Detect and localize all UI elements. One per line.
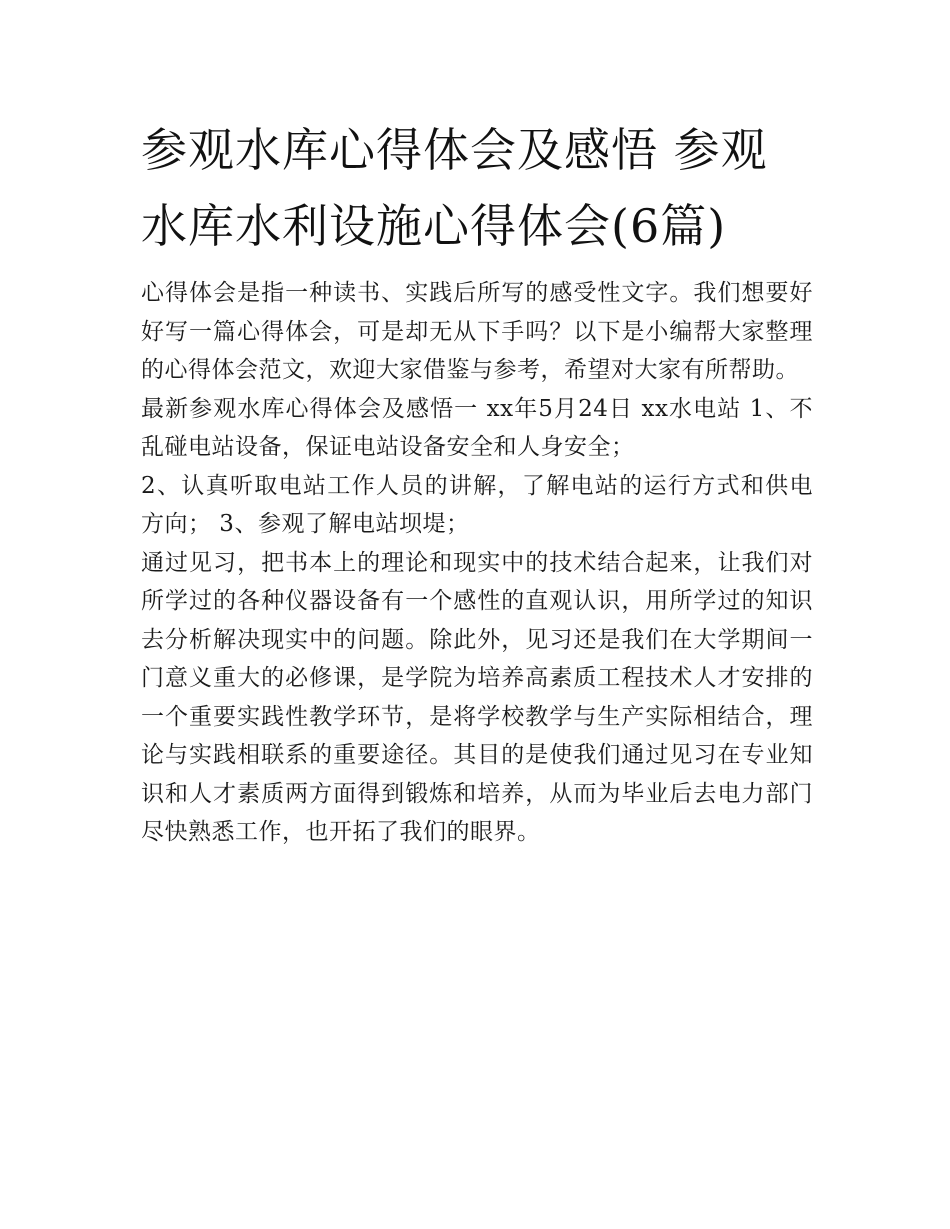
paragraph-intro: 心得体会是指一种读书、实践后所写的感受性文字。我们想要好好写一篇心得体会，可是却无从下手吗？以下是小编帮大家整理的心得体会范文，欢迎大家借鉴与参考，希望对大家有所帮助。 (141, 280, 813, 383)
document-title: 参观水库心得体会及感悟 参观水库水利设施心得体会(6篇) (141, 123, 768, 253)
paragraph-visit-header: 最新参观水库心得体会及感悟一 xx年5月24日 xx水电站 1、不乱碰电站设备，保证电站设备安全和人身安全； (141, 395, 813, 460)
paragraph-steps: 2、认真听取电站工作人员的讲解，了解电站的运行方式和供电方向； 3、参观了解电站坝堤； (141, 472, 813, 537)
document-body (141, 274, 813, 852)
paragraph-reflection: 通过见习，把书本上的理论和现实中的技术结合起来，让我们对所学过的各种仪器设备有一个感性的直观认识，用所学过的知识去分析解决现实中的问题。除此外，见习还是我们在大学期间一门意义重大的必修课，是学院为培养高素质工程技术人才安排的一个重要实践性教学环节，是将学校教学与生产实际相结合，理论与实践相联系的重要途径。其目的是使我们通过见习在专业知识和人才素质两方面得到锻炼和培养，从而为毕业后去电力部门尽快熟悉工作，也开拓了我们的眼界。 (141, 549, 813, 845)
document-content (141, 112, 813, 852)
